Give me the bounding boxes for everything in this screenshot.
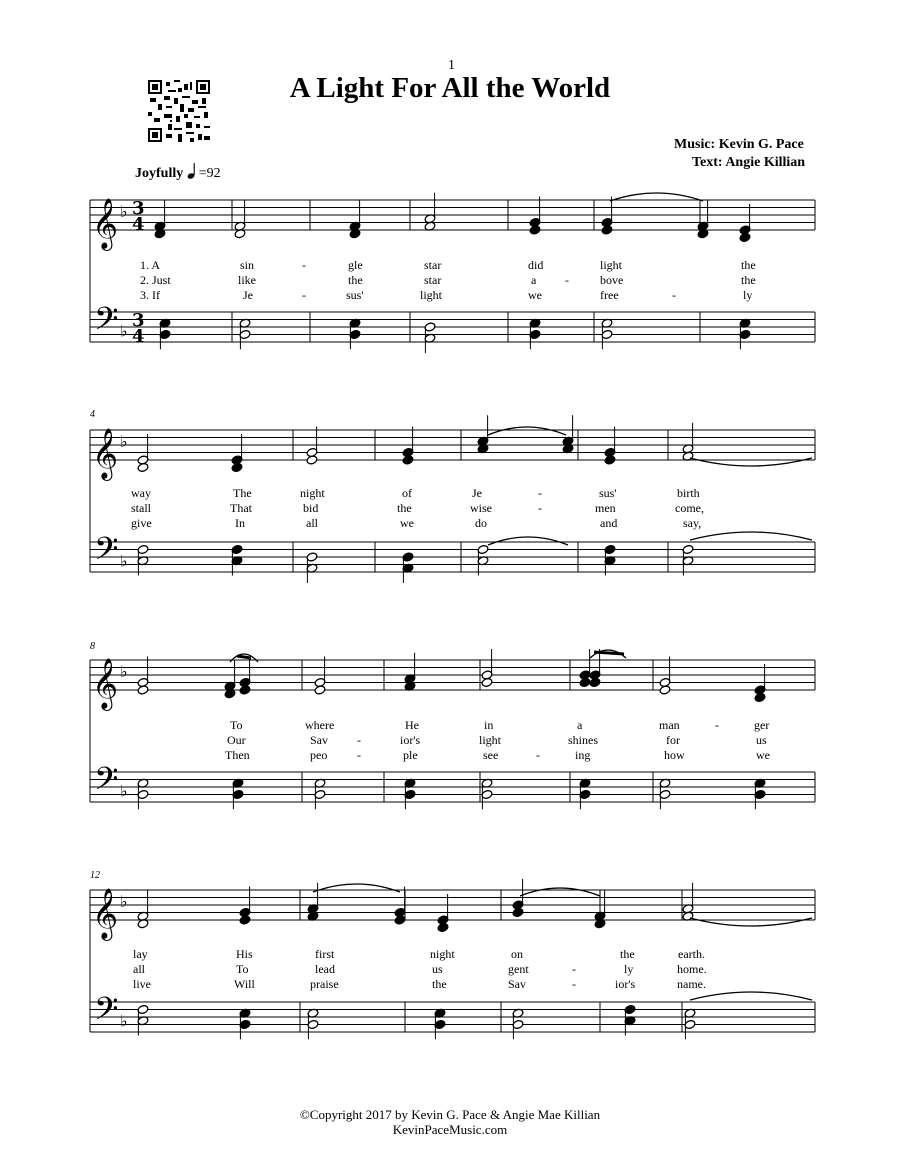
flat-icon: ♭: [120, 781, 128, 801]
note-head: [394, 915, 406, 925]
lyric-syllable: a: [531, 273, 537, 287]
lyric-syllable: did: [528, 258, 544, 272]
lyric-syllable: we: [756, 748, 770, 762]
lyric-syllable: The: [233, 486, 252, 500]
flat-icon: ♭: [120, 662, 128, 681]
lyric-syllable: men: [595, 501, 616, 515]
treble-clef-icon: 𝄞: [92, 198, 119, 249]
lyric-syllable: stall: [131, 501, 151, 515]
time-signature: 4: [132, 326, 145, 347]
lyric-syllable: for: [666, 733, 680, 747]
lyric-syllable: star: [424, 273, 442, 287]
lyric-syllable: lay: [133, 947, 148, 961]
lyric-syllable: all: [133, 962, 145, 976]
lyric-syllable: a: [577, 718, 583, 732]
lyric-syllable: -: [715, 718, 719, 732]
lyric-syllable: gent: [508, 962, 529, 976]
lyric-syllable: how: [664, 748, 685, 762]
lyric-syllable: bid: [303, 501, 319, 515]
treble-clef-icon: 𝄞: [92, 428, 119, 479]
lyric-syllable: sus': [346, 288, 364, 302]
lyric-syllable: -: [672, 288, 676, 302]
tie-slur: [520, 888, 600, 896]
text-credit: Text: Angie Killian: [692, 155, 806, 170]
note-head: [239, 685, 251, 695]
lyric-syllable: -: [538, 501, 542, 515]
note-head: [754, 692, 766, 702]
note-head: [306, 455, 318, 465]
lyric-syllable: To: [236, 962, 249, 976]
bass-clef-icon: 𝄢: [94, 530, 119, 575]
beam: [237, 656, 251, 658]
lyric-syllable: -: [302, 258, 306, 272]
website-line: KevinPaceMusic.com: [392, 1122, 508, 1137]
lyric-syllable: Our: [227, 733, 246, 747]
note-head: [529, 225, 541, 235]
lyric-syllable: shines: [568, 733, 598, 747]
treble-clef-icon: 𝄞: [92, 888, 119, 939]
lyric-syllable: His: [236, 947, 253, 961]
lyric-syllable: way: [131, 486, 151, 500]
lyric-syllable: the: [741, 273, 756, 287]
bass-clef-icon: 𝄢: [94, 300, 119, 345]
lyric-syllable: light: [600, 258, 623, 272]
lyric-syllable: That: [230, 501, 252, 515]
lyric-syllable: first: [315, 947, 335, 961]
lyric-syllable: sus': [599, 486, 617, 500]
song-title: A Light For All the World: [289, 72, 611, 104]
lyric-syllable: light: [420, 288, 443, 302]
music-credit: Music: Kevin G. Pace: [674, 137, 804, 152]
note-head: [137, 685, 149, 695]
lyric-syllable: Je: [472, 486, 482, 500]
note-head: [659, 685, 671, 695]
lyric-syllable: come,: [675, 501, 704, 515]
lyric-syllable: To: [230, 718, 243, 732]
lyric-syllable: the: [432, 977, 447, 991]
lyric-syllable: Will: [234, 977, 255, 991]
note-head: [601, 225, 613, 235]
tie-slur: [488, 537, 568, 545]
measure-number: 12: [90, 870, 100, 881]
page-number: 1: [448, 58, 455, 73]
time-signature: 3: [132, 198, 145, 219]
note-head: [231, 462, 243, 472]
lyric-syllable: we: [528, 288, 542, 302]
lyric-syllable: ly: [624, 962, 634, 976]
lyric-syllable: ior's: [615, 977, 636, 991]
flat-icon: ♭: [120, 202, 128, 221]
lyric-syllable: 1. A: [140, 258, 161, 272]
lyric-syllable: where: [305, 718, 335, 732]
lyric-syllable: -: [565, 273, 569, 287]
lyric-syllable: us: [756, 733, 767, 747]
lyric-syllable: home.: [677, 962, 707, 976]
lyric-syllable: free: [600, 288, 619, 302]
flat-icon: ♭: [120, 432, 128, 451]
lyric-syllable: 2. Just: [140, 273, 171, 287]
lyric-syllable: -: [572, 977, 576, 991]
lyric-syllable: us: [432, 962, 443, 976]
lyric-syllable: light: [479, 733, 502, 747]
lyric-syllable: ger: [754, 718, 770, 732]
lyric-syllable: say,: [683, 516, 702, 530]
lyric-syllable: Sav: [508, 977, 526, 991]
lyric-syllable: wise: [470, 501, 492, 515]
note-head: [512, 907, 524, 917]
note-head: [239, 915, 251, 925]
lyric-syllable: He: [405, 718, 419, 732]
note-head: [579, 677, 591, 687]
time-signature: 4: [132, 214, 145, 235]
lyric-syllable: birth: [677, 486, 700, 500]
lyric-syllable: and: [600, 516, 618, 530]
lyric-syllable: ing: [575, 748, 591, 762]
flat-icon: ♭: [120, 892, 128, 911]
note-head: [402, 455, 414, 465]
lyric-syllable: ior's: [400, 733, 421, 747]
lyric-syllable: we: [400, 516, 414, 530]
lyric-syllable: name.: [677, 977, 706, 991]
lyric-syllable: live: [133, 977, 151, 991]
tempo-word: Joyfully: [135, 166, 184, 181]
measure-number: 4: [90, 409, 95, 420]
note-head: [437, 922, 449, 932]
tie-slur: [690, 992, 812, 1000]
flat-icon: ♭: [120, 321, 128, 341]
lyric-syllable: -: [538, 486, 542, 500]
note-head: [137, 462, 149, 472]
lyric-syllable: the: [741, 258, 756, 272]
tie-slur: [488, 427, 566, 435]
lyric-syllable: peo: [310, 748, 328, 762]
lyric-syllable: In: [235, 516, 245, 530]
tie-slur: [690, 458, 812, 466]
lyric-syllable: lead: [315, 962, 335, 976]
lyric-syllable: sin: [240, 258, 255, 272]
lyric-syllable: in: [484, 718, 494, 732]
tie-slur: [690, 918, 812, 926]
lyric-syllable: ly: [743, 288, 753, 302]
lyric-syllable: praise: [310, 977, 339, 991]
lyric-syllable: Then: [225, 748, 250, 762]
lyric-syllable: gle: [348, 258, 363, 272]
lyric-syllable: all: [306, 516, 318, 530]
note-head: [739, 232, 751, 242]
tie-slur: [690, 532, 812, 540]
lyric-syllable: man: [659, 718, 680, 732]
flat-icon: ♭: [120, 551, 128, 571]
lyric-syllable: earth.: [678, 947, 705, 961]
tempo-bpm: =92: [198, 166, 221, 181]
lyric-syllable: the: [620, 947, 635, 961]
lyric-syllable: on: [511, 947, 523, 961]
lyric-syllable: -: [536, 748, 540, 762]
lyric-syllable: Je: [243, 288, 253, 302]
lyric-syllable: give: [131, 516, 152, 530]
lyric-syllable: like: [238, 273, 256, 287]
lyric-syllable: of: [402, 486, 412, 500]
lyric-syllable: night: [300, 486, 325, 500]
lyric-syllable: the: [348, 273, 363, 287]
time-signature: 3: [132, 310, 145, 331]
flat-icon: ♭: [120, 1011, 128, 1031]
bass-clef-icon: 𝄢: [94, 990, 119, 1035]
tie-slur: [313, 884, 400, 892]
lyric-syllable: 3. If: [140, 288, 160, 302]
lyric-syllable: -: [357, 748, 361, 762]
lyric-syllable: night: [430, 947, 455, 961]
lyric-syllable: Sav: [310, 733, 328, 747]
measure-number: 8: [90, 641, 95, 652]
copyright-line: ©Copyright 2017 by Kevin G. Pace & Angie Mae Killian: [299, 1107, 601, 1122]
note-head: [481, 677, 493, 687]
copyright-notice: [0, 1107, 900, 1137]
treble-clef-icon: 𝄞: [92, 658, 119, 709]
lyric-syllable: do: [475, 516, 487, 530]
lyric-syllable: the: [397, 501, 412, 515]
lyric-syllable: star: [424, 258, 442, 272]
lyric-syllable: bove: [600, 273, 624, 287]
lyric-syllable: -: [357, 733, 361, 747]
note-head: [314, 685, 326, 695]
lyric-syllable: see: [483, 748, 499, 762]
lyric-syllable: ple: [403, 748, 418, 762]
note-head: [604, 455, 616, 465]
note-head: [589, 677, 601, 687]
lyric-syllable: -: [572, 962, 576, 976]
lyric-syllable: -: [302, 288, 306, 302]
bass-clef-icon: 𝄢: [94, 760, 119, 805]
